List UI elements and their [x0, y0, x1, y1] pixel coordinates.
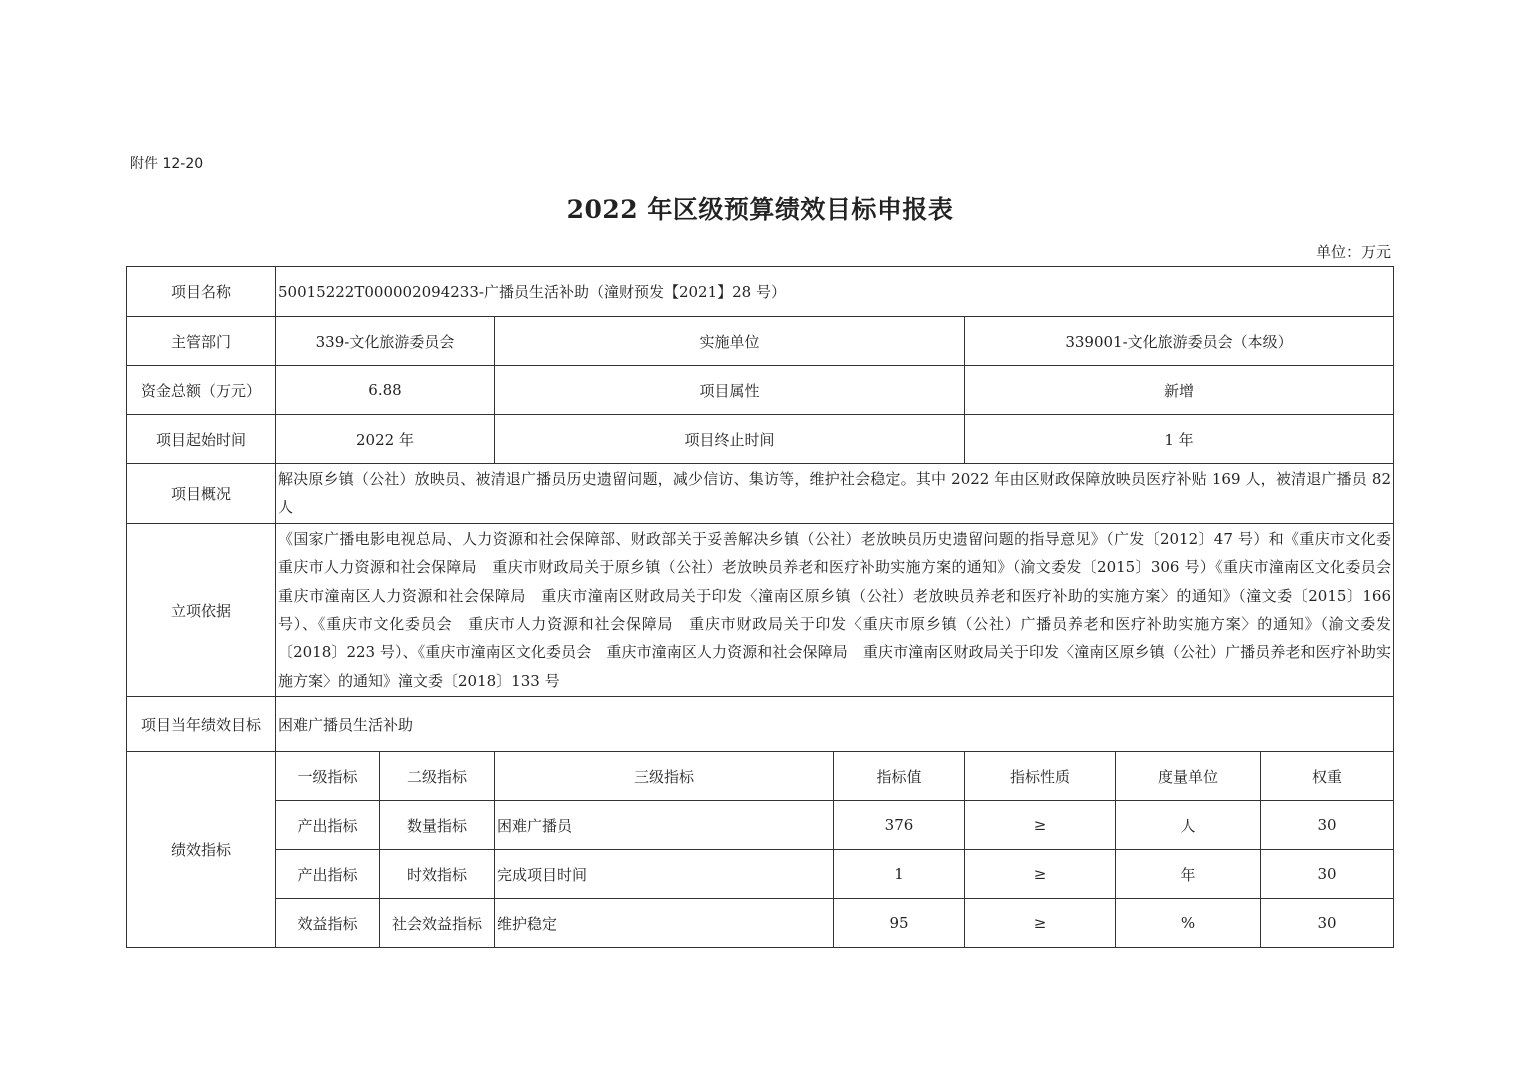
indicator-weight: 30: [1261, 850, 1394, 899]
indicator-header-row: [127, 752, 1394, 801]
row-project-name: [127, 267, 1394, 317]
header-value: 指标值: [834, 752, 965, 801]
indicator-row: [127, 801, 1394, 850]
indicator-level2: 数量指标: [380, 801, 495, 850]
impl-value: 339001-文化旅游委员会（本级）: [965, 317, 1394, 366]
dept-value: 339-文化旅游委员会: [276, 317, 495, 366]
header-level2: 二级指标: [380, 752, 495, 801]
row-goal: [127, 697, 1394, 752]
performance-label: 绩效指标: [127, 752, 276, 948]
indicator-unit: 年: [1116, 850, 1261, 899]
header-nature: 指标性质: [965, 752, 1116, 801]
indicator-level2: 社会效益指标: [380, 899, 495, 948]
indicator-nature: ≥: [965, 899, 1116, 948]
overview-value: 解决原乡镇（公社）放映员、被清退广播员历史遗留问题，减少信访、集访等，维护社会稳定。其中 2022 年由区财政保障放映员医疗补贴 169 人，被清退广播员 82 人: [276, 464, 1394, 524]
basis-label: 立项依据: [127, 523, 276, 696]
start-value: 2022 年: [276, 415, 495, 464]
impl-label: 实施单位: [495, 317, 965, 366]
row-basis: [127, 523, 1394, 696]
indicator-level1: 效益指标: [276, 899, 380, 948]
overview-label: 项目概况: [127, 464, 276, 524]
start-label: 项目起始时间: [127, 415, 276, 464]
goal-value: 困难广播员生活补助: [276, 697, 1394, 752]
fund-label: 资金总额（万元）: [127, 366, 276, 415]
indicator-value: 376: [834, 801, 965, 850]
indicator-level3: 完成项目时间: [495, 850, 834, 899]
header-weight: 权重: [1261, 752, 1394, 801]
indicator-level2: 时效指标: [380, 850, 495, 899]
indicator-value: 95: [834, 899, 965, 948]
dept-label: 主管部门: [127, 317, 276, 366]
attachment-number: 附件 12-20: [130, 156, 204, 172]
end-label: 项目终止时间: [495, 415, 965, 464]
basis-value: 《国家广播电影电视总局、人力资源和社会保障部、财政部关于妥善解决乡镇（公社）老放映员历史遗留问题的指导意见》（广发〔2012〕47 号）和《重庆市文化委 重庆市人力资源和社会保障局 重庆市财政局关于原乡镇（公社）老放映员养老和医疗补助实施方案的通知》（渝文委发〔2015〕306 号）《重庆市潼南区文化委员会 重庆市潼南区人力资源和社会保障局 重庆市潼南区财政局关于印发〈潼南区原乡镇（公社）老放映员养老和医疗补助的实施方案〉的通知》（潼文委〔2015〕166 号）、《重庆市文化委员会 重庆市人力资源和社会保障局 重庆市财政局关于印发〈重庆市原乡镇（公社）广播员养老和医疗补助实施方案〉的通知》（渝文委发〔2018〕223 号）、《重庆市潼南区文化委员会 重庆市潼南区人力资源和社会保障局 重庆市潼南区财政局关于印发〈潼南区原乡镇（公社）广播员养老和医疗补助实施方案〉的通知》潼文委〔2018〕133 号: [276, 523, 1394, 696]
unit-label: 单位：万元: [1315, 243, 1391, 261]
indicator-unit: 人: [1116, 801, 1261, 850]
indicator-level3: 困难广播员: [495, 801, 834, 850]
row-department: [127, 317, 1394, 366]
indicator-row: [127, 850, 1394, 899]
goal-label: 项目当年绩效目标: [127, 697, 276, 752]
indicator-unit: %: [1116, 899, 1261, 948]
fund-value: 6.88: [276, 366, 495, 415]
indicator-level1: 产出指标: [276, 801, 380, 850]
end-value: 1 年: [965, 415, 1394, 464]
indicator-weight: 30: [1261, 899, 1394, 948]
performance-target-table: [126, 266, 1407, 948]
page-title: 2022 年区级预算绩效目标申报表: [566, 195, 954, 224]
indicator-nature: ≥: [965, 801, 1116, 850]
header-level1: 一级指标: [276, 752, 380, 801]
indicator-level1: 产出指标: [276, 850, 380, 899]
indicator-nature: ≥: [965, 850, 1116, 899]
row-fund: [127, 366, 1394, 415]
project-name-value: 50015222T000002094233-广播员生活补助（潼财预发【2021】28 号）: [276, 267, 1394, 317]
project-name-label: 项目名称: [127, 267, 276, 317]
row-period: [127, 415, 1394, 464]
attr-label: 项目属性: [495, 366, 965, 415]
indicator-level3: 维护稳定: [495, 899, 834, 948]
indicator-weight: 30: [1261, 801, 1394, 850]
header-unit: 度量单位: [1116, 752, 1261, 801]
header-level3: 三级指标: [495, 752, 834, 801]
indicator-row: [127, 899, 1394, 948]
attr-value: 新增: [965, 366, 1394, 415]
row-overview: [127, 464, 1394, 524]
indicator-value: 1: [834, 850, 965, 899]
